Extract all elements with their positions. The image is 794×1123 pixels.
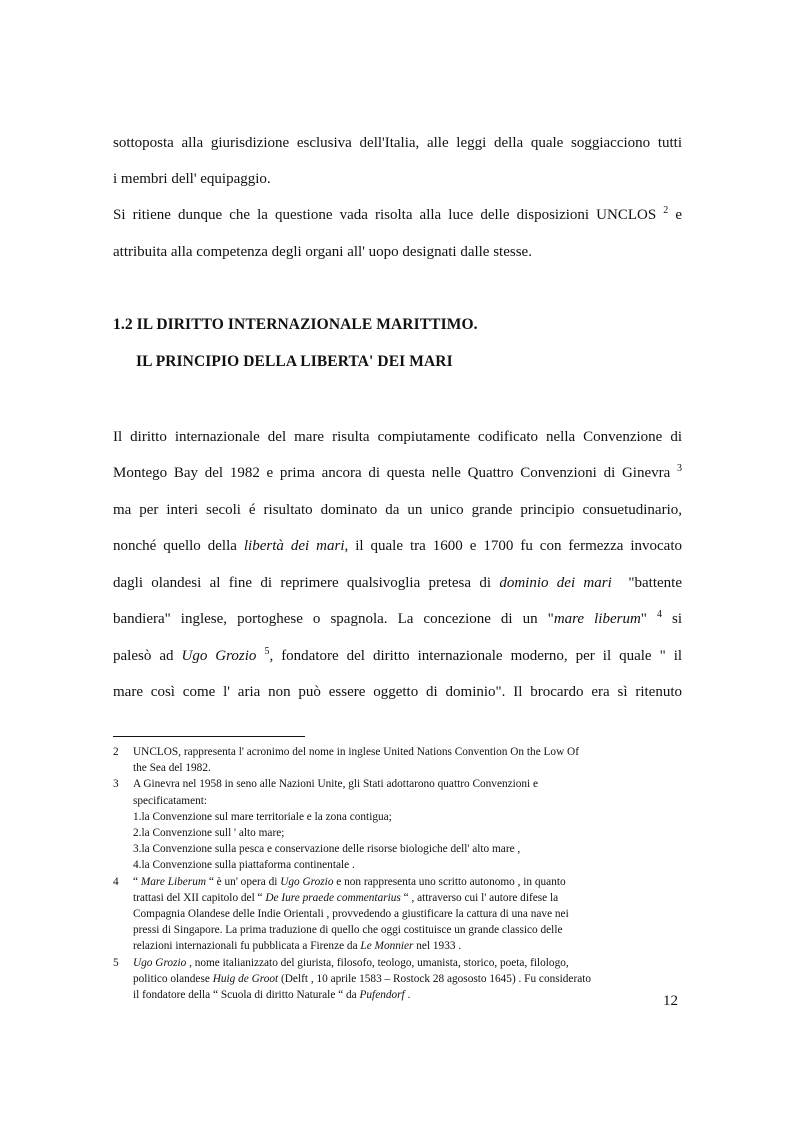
paragraph-line: nonché quello della libertà dei mari, il quale tra 1600 e 1700 fu con fermezza invocato (113, 538, 683, 554)
paragraph-line: attribuita alla competenza degli organi all' uopo designati dalle stesse. (113, 244, 532, 260)
section-heading: 1.2 IL DIRITTO INTERNAZIONALE MARITTIMO. (113, 316, 478, 333)
footnote-line: 4.la Convenzione sulla piattaforma continentale . (133, 859, 355, 872)
subsection-heading: IL PRINCIPIO DELLA LIBERTA' DEI MARI (136, 353, 453, 370)
page-number: 12 (663, 993, 678, 1009)
footnote-line: 1.la Convenzione sul mare territoriale e la zona contigua; (133, 810, 392, 823)
footnote-line: Compagnia Olandese delle Indie Orientali , provvedendo a giustificare la cattura di una nave nei (133, 908, 569, 921)
footnote-line: specificatament: (133, 794, 208, 807)
footnote-4 (113, 874, 693, 955)
footnote-line: pressi di Singapore. La prima traduzione di quello che oggi costituisce un grande classico delle (133, 924, 563, 937)
footnote-line: trattasi del XII capitolo del “ De Iure praede commentarius “ , attraverso cui l' autore difese la (133, 891, 559, 904)
paragraph-line: palesò ad Ugo Grozio $^5$, fondatore del diritto internazionale moderno, per il quale " il (113, 646, 683, 664)
footnote-line: politico olandese Huig de Groot (Delft , 10 aprile 1583 – Rostock 28 agososto 1645) . Fu considerato (133, 972, 592, 985)
paragraph-line: sottoposta alla giurisdizione esclusiva dell'Italia, alle leggi della quale soggiacciono tutti (113, 135, 682, 151)
footnote-line: “ Mare Liberum “ è un' opera di Ugo Grozio e non rappresenta uno scritto autonomo , in quanto (133, 875, 566, 888)
footnote-5 (113, 955, 693, 1004)
footnote-ref[interactable]: 4 (656, 609, 662, 620)
footnote-line: UNCLOS, rappresenta l' acronimo del nome in inglese United Nations Convention On the Low Of (133, 746, 579, 758)
footnote-separator (113, 736, 305, 737)
footnote-line: 2.la Convenzione sull ' alto mare; (133, 827, 285, 840)
paragraph-line: ma per interi secoli é risultato dominato da un unico grande principio consuetudinario, (113, 502, 682, 518)
footnote-line: il fondatore della “ Scuola di diritto Naturale “ da Pufendorf . (133, 989, 411, 1002)
footnote-3 (113, 776, 693, 873)
paragraph-line: Si ritiene dunque che la questione vada risolta alla luce delle disposizioni UNCLOS $^2$ e (113, 205, 683, 223)
footnote-line: the Sea del 1982. (133, 762, 211, 775)
footnote-ref[interactable]: 3 (677, 463, 683, 474)
paragraph-line: Montego Bay del 1982 e prima ancora di questa nelle Quattro Convenzioni di Ginevra $^3$ (113, 463, 683, 481)
footnote-number: 2 (113, 746, 119, 758)
paragraph-line: Il diritto internazionale del mare risulta compiutamente codificato nella Convenzione di (113, 429, 682, 445)
paragraph-line: i membri dell' equipaggio. (113, 171, 271, 187)
footnotes (113, 744, 693, 1003)
footnote-line: relazioni internazionali fu pubblicata a Firenze da Le Monnier nel 1933 . (133, 940, 462, 953)
paragraph-line: bandiera" inglese, portoghese o spagnola. La concezione di un "mare liberum" $^4$ si (113, 609, 683, 627)
footnote-ref[interactable]: 5 (264, 646, 270, 657)
footnote-number: 3 (113, 778, 119, 791)
footnote-2 (113, 744, 693, 776)
paragraph-line: dagli olandesi al fine di reprimere qualsivoglia pretesa di dominio dei mari "battente (113, 575, 683, 591)
footnote-line: 3.la Convenzione sulla pesca e conservazione delle risorse biologiche dell' alto mare , (133, 843, 521, 856)
footnote-ref[interactable]: 2 (663, 205, 669, 216)
footnote-number: 5 (113, 956, 119, 969)
footnote-line: A Ginevra nel 1958 in seno alle Nazioni Unite, gli Stati adottarono quattro Convenzioni e (133, 778, 539, 791)
footnote-line: Ugo Grozio , nome italianizzato del giurista, filosofo, teologo, umanista, storico, poeta, filologo, (133, 956, 569, 969)
footnote-number: 4 (113, 875, 119, 888)
paragraph-line: mare così come l' aria non può essere oggetto di dominio". Il brocardo era sì ritenuto (113, 684, 682, 700)
